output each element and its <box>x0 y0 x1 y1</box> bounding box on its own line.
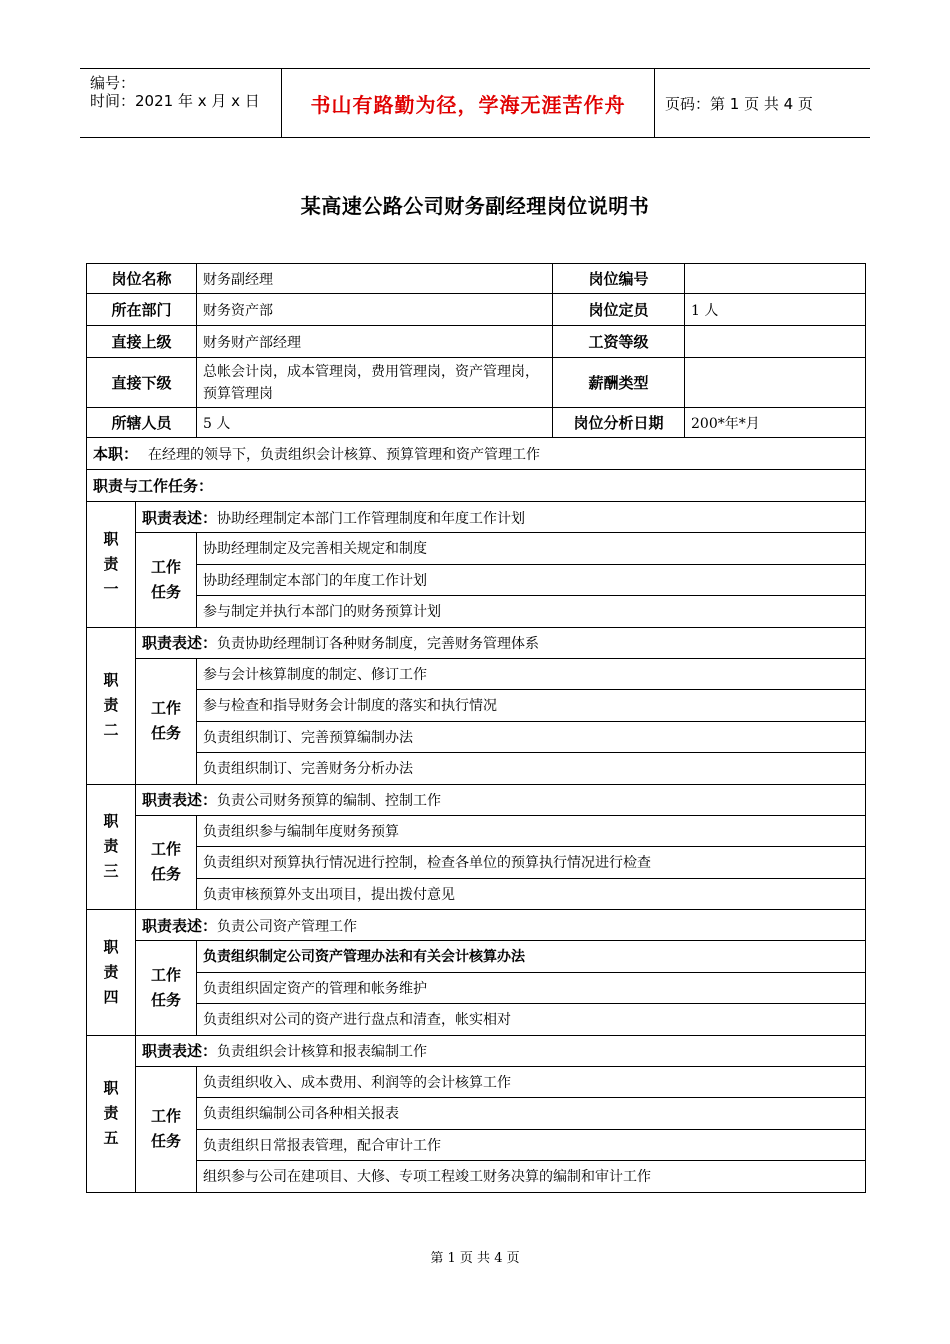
work-task-item: 负责组织对预算执行情况进行控制，检查各单位的预算执行情况进行检查 <box>197 847 866 879</box>
duty-description-text: 负责公司财务预算的编制、控制工作 <box>217 793 442 809</box>
work-task-label-line: 任务 <box>151 582 182 601</box>
document-title: 某高速公路公司财务副经理岗位说明书 <box>300 194 650 218</box>
superior-label: 直接上级 <box>87 326 197 358</box>
work-task-label-line: 工作 <box>151 965 182 984</box>
subordinates-value: 总帐会计岗，成本管理岗，费用管理岗，资产管理岗，预算管理岗 <box>197 358 553 408</box>
work-task-label-line: 任务 <box>151 724 182 742</box>
duty-label-char: 职 <box>103 671 119 689</box>
work-task-item: 负责组织制定公司资产管理办法和有关会计核算办法 <box>197 941 866 973</box>
duty-label-char: 责 <box>103 837 119 856</box>
work-task-label <box>136 1066 197 1192</box>
work-task-item: 协助经理制定本部门的年度工作计划 <box>197 564 866 596</box>
duty-description <box>136 627 866 658</box>
duty-description-text: 协助经理制定本部门工作管理制度和年度工作计划 <box>217 510 526 527</box>
duty-summary-label: 本职： <box>93 445 139 463</box>
duty-label-char: 责 <box>103 554 119 573</box>
duty-label-char: 二 <box>103 721 119 739</box>
duty-description-text: 负责组织会计核算和报表编制工作 <box>217 1044 428 1060</box>
managed-staff-value: 5 人 <box>197 408 553 438</box>
work-task-item: 负责组织制订、完善财务分析办法 <box>197 753 866 785</box>
duty-label-char: 责 <box>103 696 119 714</box>
duty-label-char: 三 <box>103 862 119 881</box>
work-task-item: 负责组织编制公司各种相关报表 <box>197 1098 866 1130</box>
duty-label-char: 职 <box>103 937 119 956</box>
job-description-table <box>86 263 866 1193</box>
duty-description-text: 负责协助经理制订各种财务制度，完善财务管理体系 <box>217 636 540 652</box>
duty-label-char: 职 <box>103 1079 119 1097</box>
duty-label-char: 责 <box>103 1104 119 1122</box>
work-task-item: 负责组织日常报表管理，配合审计工作 <box>197 1129 866 1161</box>
duty-description <box>136 502 866 533</box>
work-task-item: 参与会计核算制度的制定、修订工作 <box>197 658 866 690</box>
work-task-item: 协助经理制定及完善相关规定和制度 <box>197 533 866 565</box>
work-task-label-line: 任务 <box>151 990 182 1009</box>
duty-label-char: 五 <box>103 1129 119 1147</box>
department-value: 财务资产部 <box>197 294 553 326</box>
pay-type-label: 薪酬类型 <box>553 358 685 408</box>
page-header <box>80 68 870 138</box>
duty-description-label: 职责表述： <box>142 916 218 935</box>
duties-heading-row <box>87 470 866 502</box>
headcount-label: 岗位定员 <box>553 294 685 326</box>
analysis-date-label: 岗位分析日期 <box>553 408 685 438</box>
duty-label <box>87 502 136 628</box>
duty-description-label: 职责表述： <box>142 791 218 809</box>
duty-label <box>87 627 136 784</box>
header-motto: 书山有路勤为径，学海无涯苦作舟 <box>281 69 655 137</box>
doc-meta <box>80 69 280 137</box>
work-task-label <box>136 658 197 784</box>
work-task-item: 参与检查和指导财务会计制度的落实和执行情况 <box>197 690 866 722</box>
duty-description <box>136 784 866 815</box>
work-task-label-line: 任务 <box>151 865 182 884</box>
managed-staff-label: 所辖人员 <box>87 408 197 438</box>
duty-label <box>87 784 136 910</box>
duty-description-label: 职责表述： <box>142 634 218 652</box>
duty-label-char: 一 <box>103 579 119 598</box>
work-task-item: 负责审核预算外支出项目，提出拨付意见 <box>197 878 866 910</box>
work-task-item: 组织参与公司在建项目、大修、专项工程竣工财务决算的编制和审计工作 <box>197 1161 866 1193</box>
work-task-label <box>136 941 197 1036</box>
doc-code-label: 编号： <box>90 74 136 92</box>
work-task-label-line: 工作 <box>151 557 182 576</box>
position-no-value <box>685 264 866 294</box>
duty-description-label: 职责表述： <box>142 508 218 527</box>
work-task-label-line: 工作 <box>151 840 182 859</box>
superior-value: 财务财产部经理 <box>197 326 553 358</box>
position-name-label: 岗位名称 <box>87 264 197 294</box>
duty-label <box>87 1035 136 1192</box>
work-task-item: 负责组织固定资产的管理和帐务维护 <box>197 972 866 1004</box>
duty-description-text: 负责公司资产管理工作 <box>217 918 358 935</box>
work-task-label-line: 任务 <box>151 1132 182 1150</box>
pay-type-value <box>685 358 866 408</box>
work-task-label-line: 工作 <box>151 699 182 717</box>
duty-description <box>136 1035 866 1066</box>
header-page-number: 页码：第 1 页 共 4 页 <box>665 94 813 113</box>
duties-heading: 职责与工作任务： <box>93 477 214 495</box>
duty-summary-text: 在经理的领导下，负责组织会计核算、预算管理和资产管理工作 <box>148 447 541 463</box>
work-task-label <box>136 533 197 628</box>
analysis-date-value: 200*年*月 <box>685 408 866 438</box>
work-task-item: 负责组织收入、成本费用、利润等的会计核算工作 <box>197 1066 866 1098</box>
work-task-label-line: 工作 <box>151 1107 182 1125</box>
work-task-label <box>136 815 197 910</box>
work-task-item: 负责组织参与编制年度财务预算 <box>197 815 866 847</box>
headcount-value: 1 人 <box>685 294 866 326</box>
duty-label-char: 职 <box>103 529 119 548</box>
department-label: 所在部门 <box>87 294 197 326</box>
subordinates-label: 直接下级 <box>87 358 197 408</box>
duty-description-label: 职责表述： <box>142 1042 218 1060</box>
duty-label-char: 职 <box>103 812 119 831</box>
duty-summary-row <box>87 438 866 470</box>
position-no-label: 岗位编号 <box>553 264 685 294</box>
work-task-item: 负责组织制订、完善预算编制办法 <box>197 721 866 753</box>
grade-value <box>685 326 866 358</box>
duty-label-char: 责 <box>103 962 119 981</box>
work-task-item: 负责组织对公司的资产进行盘点和清查，帐实相对 <box>197 1004 866 1036</box>
position-name-value: 财务副经理 <box>197 264 553 294</box>
duty-description <box>136 910 866 941</box>
duty-label <box>87 910 136 1036</box>
duty-label-char: 四 <box>103 987 119 1006</box>
work-task-item: 参与制定并执行本部门的财务预算计划 <box>197 596 866 628</box>
grade-label: 工资等级 <box>553 326 685 358</box>
doc-date: 时间：2021 年 x 月 x 日 <box>90 92 260 110</box>
page-footer: 第 1 页 共 4 页 <box>430 1251 520 1266</box>
